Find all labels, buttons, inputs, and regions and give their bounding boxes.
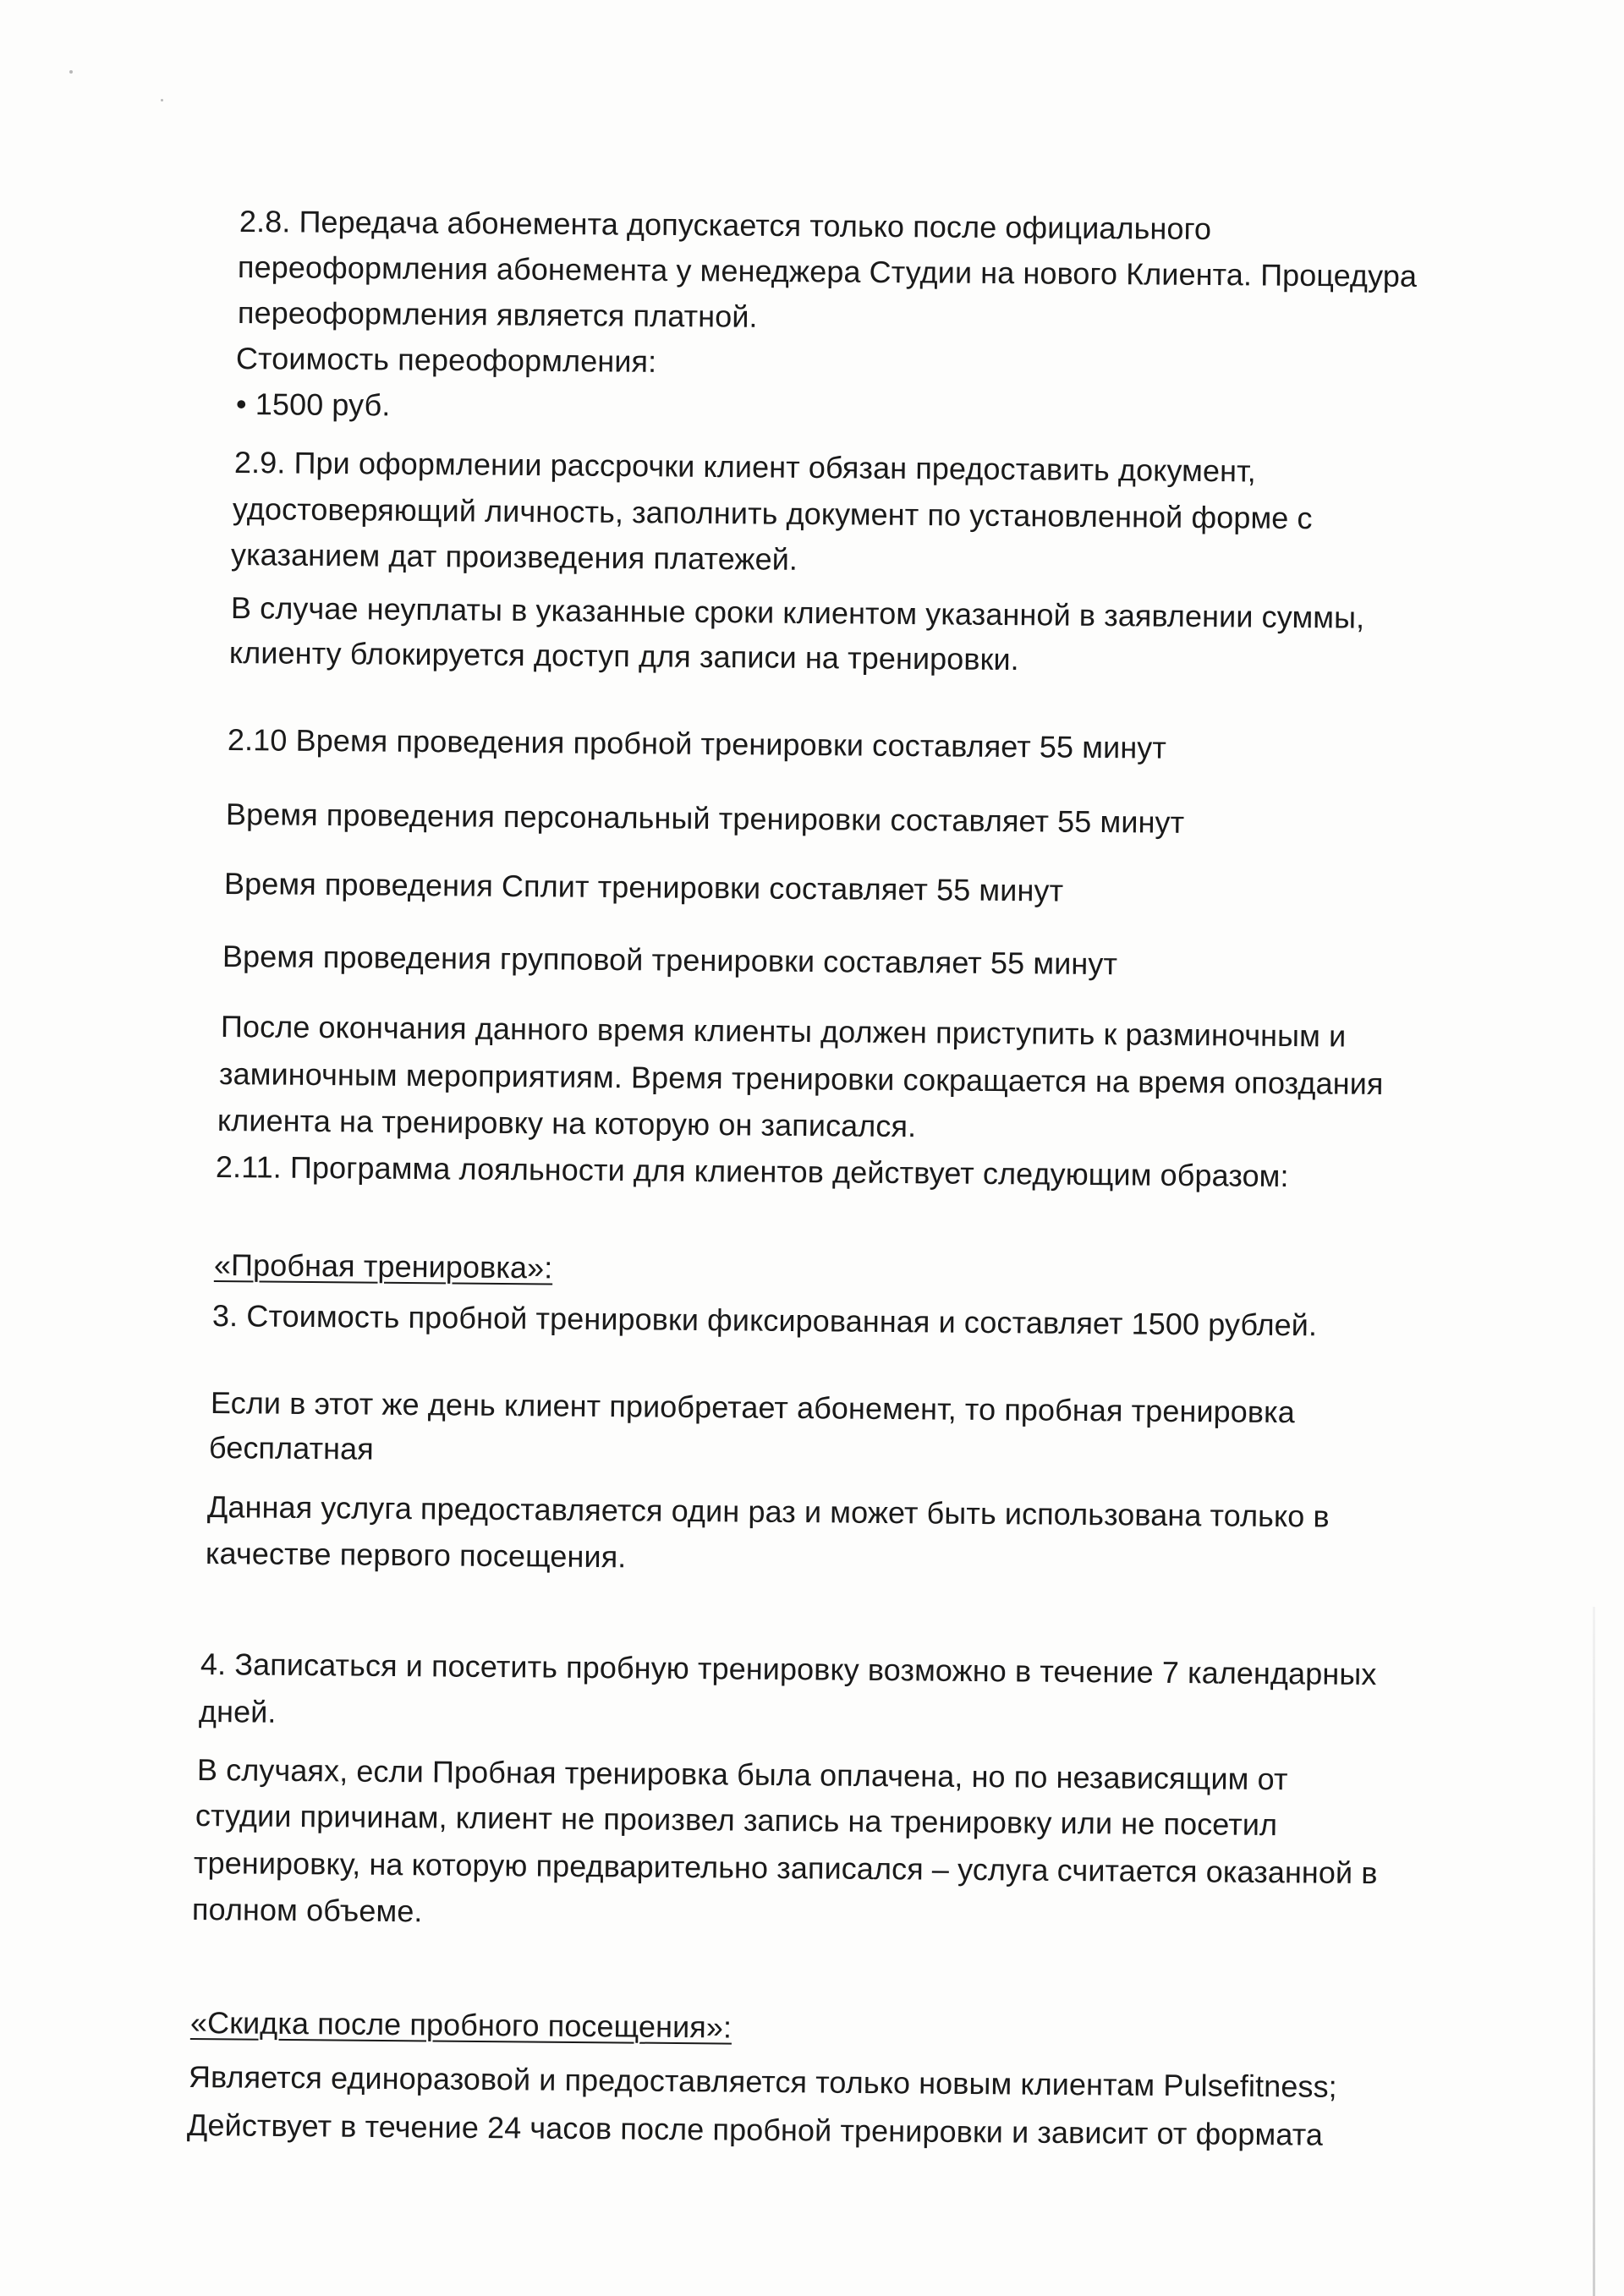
text-line: В случае неуплаты в указанные сроки клиентом указанной в заявлении суммы, — [230, 590, 1365, 635]
text-line-4: 4. Записаться и посетить пробную тренировку возможно в течение 7 календарных — [200, 1647, 1377, 1692]
text-line: студии причинам, клиент не произвел запись на тренировку или не посетил — [195, 1798, 1278, 1843]
text-line: удостоверяющий личность, заполнить документ по установленной форме с — [232, 491, 1313, 536]
text-line: Если в этот же день клиент приобретает абонемент, то пробная тренировка — [210, 1385, 1296, 1430]
scan-speck — [161, 99, 163, 101]
text-line: бесплатная — [208, 1430, 375, 1466]
text-line-2-11: 2.11. Программа лояльности для клиентов действует следующим образом: — [215, 1149, 1289, 1194]
text-line-bullet: • 1500 руб. — [235, 386, 391, 423]
text-line: Время проведения групповой тренировки составляет 55 минут — [222, 939, 1118, 982]
scan-speck — [69, 70, 73, 74]
text-line: Время проведения персональный тренировки составляет 55 минут — [225, 797, 1185, 840]
text-line: клиента на тренировку на которую он записался. — [217, 1103, 917, 1144]
section-heading-trial-training: «Пробная тренировка»: — [213, 1247, 553, 1285]
text-line: Является единоразовой и предоставляется только новым клиентам Pulsefitness; — [188, 2059, 1337, 2104]
text-line: Время проведения Сплит тренировки составляет 55 минут — [223, 866, 1064, 908]
text-line: В случаях, если Пробная тренировка была оплачена, но по независящим от — [196, 1752, 1288, 1797]
text-line: переоформления абонемента у менеджера Студии на нового Клиента. Процедура — [237, 249, 1418, 293]
text-line: Данная услуга предоставляется один раз и может быть использована только в — [206, 1489, 1330, 1534]
text-line: заминочным мероприятиям. Время тренировки сокращается на время опоздания — [218, 1056, 1384, 1102]
text-line: дней. — [198, 1694, 277, 1729]
text-line-3: 3. Стоимость пробной тренировки фиксированная и составляет 1500 рублей. — [211, 1298, 1318, 1343]
text-line-2-9: 2.9. При оформлении рассрочки клиент обязан предоставить документ, — [233, 445, 1256, 489]
text-line: Действует в течение 24 часов после пробной тренировки и зависит от формата — [186, 2107, 1324, 2152]
text-line: полном объеме. — [191, 1892, 423, 1929]
text-line-2-8: 2.8. Передача абонемента допускается только после официального — [239, 204, 1212, 247]
scan-edge — [1593, 1607, 1595, 2296]
text-line: указанием дат произведения платежей. — [230, 537, 798, 577]
text-line: клиенту блокируется доступ для записи на тренировки. — [228, 635, 1019, 677]
text-line: Стоимость переоформления: — [235, 341, 657, 379]
text-line: После окончания данного время клиенты должен приступить к разминочным и — [220, 1009, 1347, 1054]
text-line: тренировку, на которую предварительно записался – услуга считается оказанной в — [193, 1845, 1378, 1891]
text-line: переоформления является платной. — [237, 295, 758, 334]
text-line: качестве первого посещения. — [205, 1536, 627, 1575]
section-heading-discount-after-trial: «Скидка после пробного посещения»: — [189, 2005, 732, 2045]
text-line-2-10: 2.10 Время проведения пробной тренировки составляет 55 минут — [227, 722, 1167, 765]
